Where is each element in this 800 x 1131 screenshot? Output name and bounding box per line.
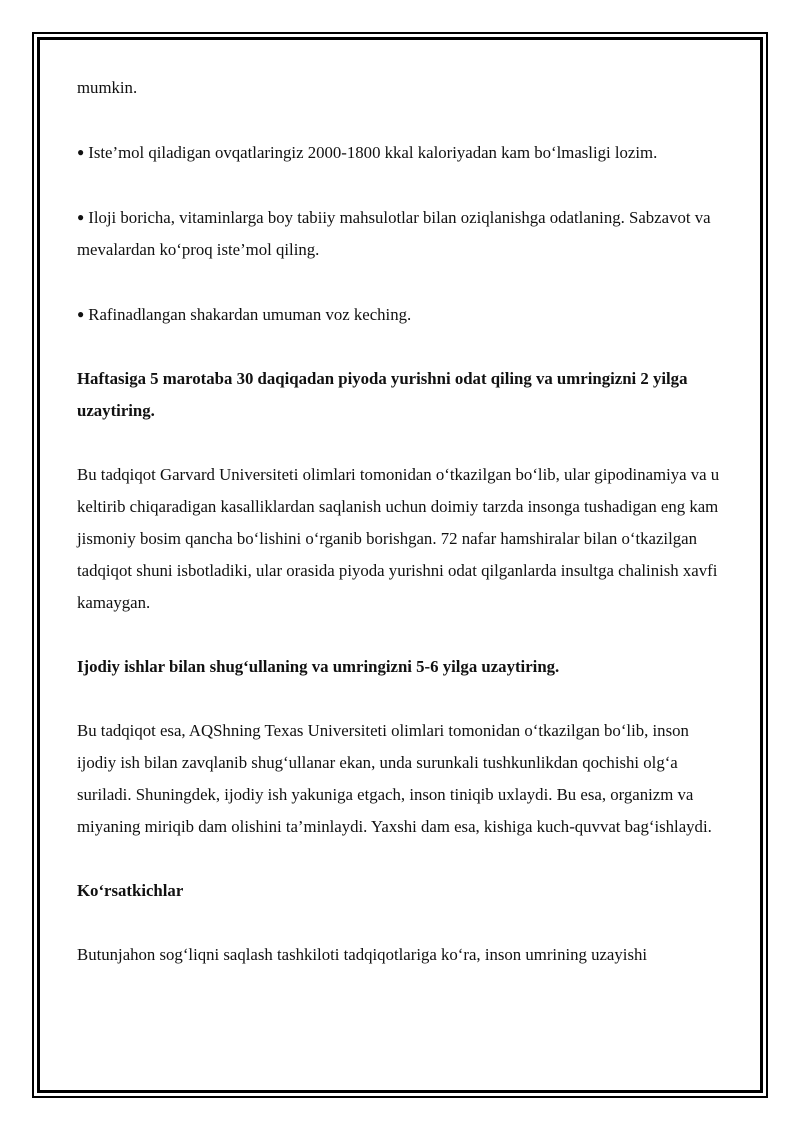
section-heading: Ko‘rsatkichlar: [77, 881, 184, 900]
document-body: [77, 72, 725, 971]
bullet-text: Rafinadlangan shakardan umuman voz keching.: [88, 305, 412, 324]
bullet-item: [77, 298, 725, 331]
bullet-item: [77, 136, 725, 169]
paragraph: Bu tadqiqot Garvard Universiteti olimlari tomonidan o‘tkazilgan bo‘lib, ular gipodinamiya va u keltirib chiqaradigan kasalliklardan saqlanish uchun doimiy tarzda insonga tushadigan eng kam jismoniy bosim qancha bo‘lishini o‘rganib borishgan. 72 nafar hamshiralar bilan o‘tkazilgan tadqiqot shuni isbotladiki, ular orasida piyoda yurishni odat qilganlarda insultga chalinish xavfi kamaygan.: [77, 465, 720, 612]
bullet-item: [77, 201, 725, 266]
bullet-icon: ●: [77, 307, 85, 321]
section-heading: Haftasiga 5 marotaba 30 daqiqadan piyoda yurishni odat qiling va umringizni 2 yilga uzaytiring.: [77, 369, 688, 420]
continuation-text: mumkin.: [77, 78, 138, 97]
paragraph: Butunjahon sog‘liqni saqlash tashkiloti tadqiqotlariga ko‘ra, inson umrining uzayishi: [77, 945, 648, 964]
bullet-icon: ●: [77, 210, 85, 224]
bullet-icon: ●: [77, 145, 85, 159]
bullet-text: Iloji boricha, vitaminlarga boy tabiiy mahsulotlar bilan oziqlanishga odatlaning. Sabzavot va mevalardan ko‘proq iste’mol qiling.: [77, 208, 711, 259]
bullet-text: Iste’mol qiladigan ovqatlaringiz 2000-1800 kkal kaloriyadan kam bo‘lmasligi lozim.: [88, 143, 658, 162]
paragraph: Bu tadqiqot esa, AQShning Texas Universiteti olimlari tomonidan o‘tkazilgan bo‘lib, inson ijodiy ish bilan zavqlanib shug‘ullanar ekan, unda surunkali tushkunlikdan qochishi olg‘a suriladi. Shuningdek, ijodiy ish yakuniga etgach, inson tiniqib uxlaydi. Bu esa, organizm va miyaning miriqib dam olishini ta’minlaydi. Yaxshi dam esa, kishiga kuch-quvvat bag‘ishlaydi.: [77, 721, 712, 836]
section-heading: Ijodiy ishlar bilan shug‘ullaning va umringizni 5-6 yilga uzaytiring.: [77, 657, 560, 676]
